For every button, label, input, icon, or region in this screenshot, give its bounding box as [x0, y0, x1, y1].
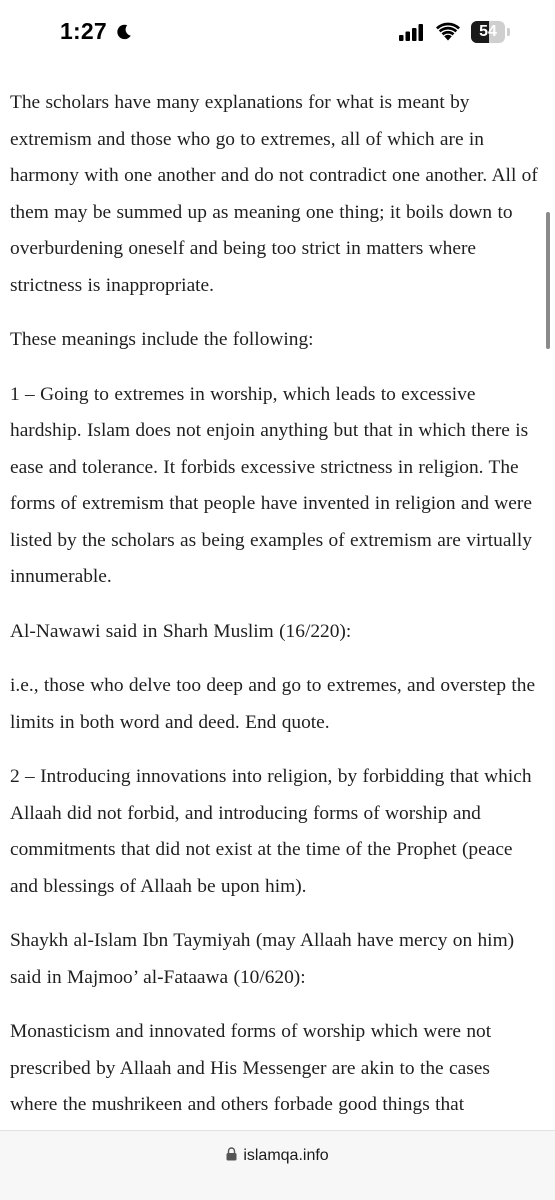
article-body: [10, 85, 542, 1142]
article-paragraph: 2 – Introducing innovations into religion, by forbidding that which Allaah did not forbid, and introducing forms of worship and commitments that did not exist at the time of the Prophet (peace and blessings of Allaah be upon him).: [10, 766, 532, 897]
battery-level: 54: [479, 23, 497, 40]
article-paragraph: These meanings include the following:: [10, 329, 314, 350]
url-domain: islamqa.info: [243, 1147, 329, 1164]
url-display[interactable]: [0, 1147, 555, 1165]
battery-icon: [471, 21, 512, 43]
article-paragraph: i.e., those who delve too deep and go to extremes, and overstep the limits in both word and deed. End quote.: [10, 675, 536, 733]
article-paragraph: The scholars have many explanations for what is meant by extremism and those who go to extremes, all of which are in harmony with one another and do not contradict one another. All of them may be summed up as meaning one thing; it boils down to overburdening oneself and being too strict in matters where strictness is inappropriate.: [10, 92, 538, 296]
article-paragraph: 1 – Going to extremes in worship, which leads to excessive hardship. Islam does not enjoin anything but that in which there is ease and tolerance. It forbids excessive strictness in religion. The forms of extremism that people have invented in religion and were listed by the scholars as being examples of extremism are virtually innumerable.: [10, 383, 532, 587]
battery-cap: [507, 28, 510, 36]
moon-icon: [115, 23, 133, 41]
status-bar: [0, 0, 555, 68]
article-paragraph: Shaykh al-Islam Ibn Taymiyah (may Allaah have mercy on him) said in Majmoo’ al-Fataawa (10/620):: [10, 930, 515, 988]
wifi-icon: [436, 22, 460, 41]
status-time: 1:27: [60, 18, 107, 44]
scrollbar[interactable]: [546, 212, 550, 349]
lock-icon: [226, 1147, 237, 1161]
address-bar[interactable]: [0, 1130, 555, 1200]
article-paragraph: Monasticism and innovated forms of worship which were not prescribed by Allaah and His Messenger are akin to the cases where the mushrikeen and others forbade good things that: [10, 1021, 492, 1115]
cellular-signal-icon: [399, 24, 423, 41]
article-paragraph: Al-Nawawi said in Sharh Muslim (16/220):: [10, 620, 352, 642]
battery-body: [471, 21, 505, 43]
